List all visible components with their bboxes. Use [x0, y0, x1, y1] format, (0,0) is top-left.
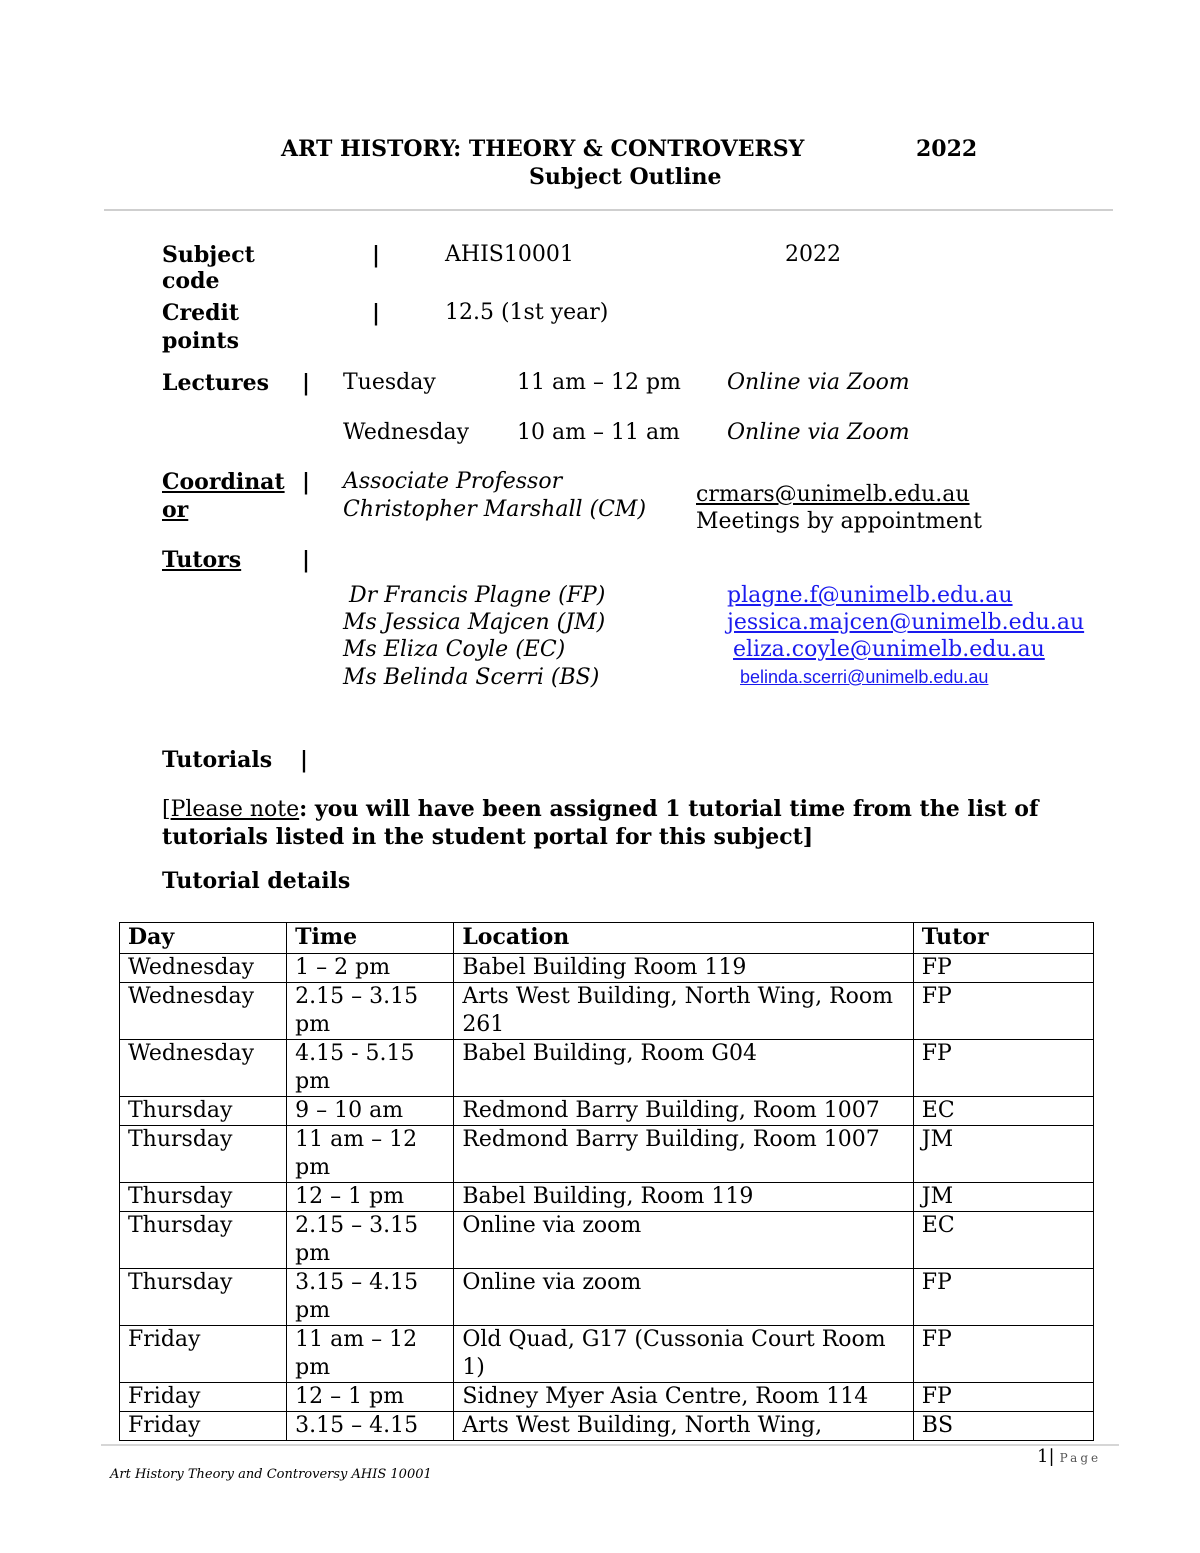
- subject-year-value: 2022: [785, 242, 841, 267]
- table-row: [120, 1126, 1094, 1183]
- please-note-text: Please note: [170, 797, 300, 822]
- cell-day: Friday: [120, 1383, 287, 1412]
- separator: |: [302, 370, 311, 396]
- tutor-email-link[interactable]: jessica.majcen@unimelb.edu.au: [727, 610, 1085, 635]
- subject-code-value: AHIS10001: [445, 242, 574, 267]
- coordinator-email-link[interactable]: crmars@unimelb.edu.au: [696, 482, 970, 507]
- tutorial-table: [119, 922, 1094, 1441]
- document-title: ART HISTORY: THEORY & CONTROVERSY: [281, 136, 805, 162]
- lectures-label: Lectures: [162, 370, 269, 396]
- table-header-row: [120, 923, 1094, 954]
- subject-code-label-cont: code: [162, 268, 220, 294]
- cell-tutor: BS: [913, 1412, 1093, 1441]
- coordinator-note: Meetings by appointment: [696, 509, 982, 534]
- table-row: [120, 1269, 1094, 1326]
- table-row: [120, 1097, 1094, 1126]
- separator: |: [372, 242, 381, 268]
- cell-day: Thursday: [120, 1212, 287, 1269]
- lecture-mode: Online via Zoom: [727, 370, 910, 395]
- cell-day: Thursday: [120, 1097, 287, 1126]
- table-row: [120, 1183, 1094, 1212]
- tutor-name: Dr Francis Plagne (FP): [349, 583, 606, 608]
- table-row: [120, 983, 1094, 1040]
- lecture-mode: Online via Zoom: [727, 420, 910, 445]
- cell-day: Friday: [120, 1412, 287, 1441]
- tutors-label: Tutors: [162, 547, 242, 573]
- cell-day: Thursday: [120, 1126, 287, 1183]
- cell-tutor: JM: [913, 1183, 1093, 1212]
- column-header-location: Location: [454, 923, 913, 954]
- cell-tutor: FP: [913, 1326, 1093, 1383]
- bracket-open: [: [162, 797, 171, 822]
- cell-tutor: JM: [913, 1126, 1093, 1183]
- cell-time: 11 am – 12 pm: [287, 1326, 454, 1383]
- cell-time: 2.15 – 3.15 pm: [287, 1212, 454, 1269]
- cell-time: 9 – 10 am: [287, 1097, 454, 1126]
- table-row: [120, 1383, 1094, 1412]
- cell-time: 12 – 1 pm: [287, 1183, 454, 1212]
- header-divider: [104, 209, 1113, 211]
- document-subtitle: Subject Outline: [529, 164, 722, 190]
- separator: |: [300, 747, 309, 773]
- cell-location: Online via zoom: [454, 1269, 913, 1326]
- column-header-day: Day: [120, 923, 287, 954]
- cell-tutor: EC: [913, 1212, 1093, 1269]
- cell-time: 12 – 1 pm: [287, 1383, 454, 1412]
- page-indicator: [1037, 1446, 1101, 1467]
- cell-location: Online via zoom: [454, 1212, 913, 1269]
- tutor-email-link[interactable]: belinda.scerri@unimelb.edu.au: [740, 667, 989, 687]
- cell-time: 3.15 – 4.15: [287, 1412, 454, 1441]
- separator: |: [372, 300, 381, 326]
- lecture-time: 11 am – 12 pm: [517, 370, 681, 395]
- tutor-name: Ms Jessica Majcen (JM): [343, 610, 606, 635]
- cell-tutor: FP: [913, 954, 1093, 983]
- note-text: : you will have been assigned 1 tutorial time from the list of: [299, 796, 1039, 822]
- cell-tutor: EC: [913, 1097, 1093, 1126]
- cell-day: Thursday: [120, 1269, 287, 1326]
- coordinator-label: Coordinat: [162, 469, 285, 495]
- tutorials-note-line-1: [162, 795, 1038, 824]
- cell-tutor: FP: [913, 1269, 1093, 1326]
- tutor-email-link[interactable]: eliza.coyle@unimelb.edu.au: [733, 637, 1045, 662]
- page-number: 1: [1037, 1446, 1049, 1467]
- cell-time: 11 am – 12 pm: [287, 1126, 454, 1183]
- cell-location: Old Quad, G17 (Cussonia Court Room 1): [454, 1326, 913, 1383]
- footer-divider: [101, 1444, 1119, 1446]
- cell-location: Arts West Building, North Wing, Room 261: [454, 983, 913, 1040]
- column-header-time: Time: [287, 923, 454, 954]
- cell-location: Babel Building Room 119: [454, 954, 913, 983]
- coordinator-label-cont: or: [162, 497, 189, 523]
- tutorials-label: Tutorials: [162, 747, 273, 773]
- table-row: [120, 1326, 1094, 1383]
- credit-points-label-cont: points: [162, 328, 239, 354]
- lecture-time: 10 am – 11 am: [517, 420, 680, 445]
- cell-time: 1 – 2 pm: [287, 954, 454, 983]
- cell-location: Redmond Barry Building, Room 1007: [454, 1126, 913, 1183]
- separator: |: [302, 469, 311, 495]
- separator: |: [302, 547, 311, 573]
- cell-location: Redmond Barry Building, Room 1007: [454, 1097, 913, 1126]
- cell-time: 2.15 – 3.15 pm: [287, 983, 454, 1040]
- coordinator-name: Christopher Marshall (CM): [343, 497, 647, 522]
- cell-day: Thursday: [120, 1183, 287, 1212]
- lecture-day: Wednesday: [343, 420, 470, 445]
- column-header-tutor: Tutor: [913, 923, 1093, 954]
- page-word: Page: [1059, 1451, 1102, 1465]
- cell-day: Wednesday: [120, 954, 287, 983]
- cell-location: Babel Building, Room 119: [454, 1183, 913, 1212]
- cell-location: Arts West Building, North Wing,: [454, 1412, 913, 1441]
- credit-points-value: 12.5 (1st year): [445, 300, 609, 325]
- footer-document-name: Art History Theory and Controversy AHIS 10001: [110, 1467, 432, 1482]
- cell-tutor: FP: [913, 1383, 1093, 1412]
- subject-code-label: Subject: [162, 242, 255, 268]
- credit-points-label: Credit: [162, 300, 239, 326]
- page-separator: |: [1048, 1446, 1055, 1467]
- cell-day: Friday: [120, 1326, 287, 1383]
- cell-time: 3.15 – 4.15 pm: [287, 1269, 454, 1326]
- lecture-day: Tuesday: [343, 370, 436, 395]
- tutor-name: Ms Eliza Coyle (EC): [343, 637, 566, 662]
- cell-tutor: FP: [913, 1040, 1093, 1097]
- table-row: [120, 1412, 1094, 1441]
- coordinator-title: Associate Professor: [343, 469, 563, 494]
- cell-tutor: FP: [913, 983, 1093, 1040]
- tutorials-note-line-2: tutorials listed in the student portal for this subject]: [162, 824, 814, 850]
- cell-day: Wednesday: [120, 983, 287, 1040]
- cell-day: Wednesday: [120, 1040, 287, 1097]
- document-year: 2022: [916, 136, 978, 162]
- cell-location: Babel Building, Room G04: [454, 1040, 913, 1097]
- table-row: [120, 954, 1094, 983]
- tutorial-details-heading: Tutorial details: [162, 868, 351, 894]
- table-row: [120, 1040, 1094, 1097]
- cell-location: Sidney Myer Asia Centre, Room 114: [454, 1383, 913, 1412]
- tutor-name: Ms Belinda Scerri (BS): [343, 665, 600, 690]
- tutor-email-link[interactable]: plagne.f@unimelb.edu.au: [727, 583, 1013, 608]
- table-row: [120, 1212, 1094, 1269]
- cell-time: 4.15 - 5.15 pm: [287, 1040, 454, 1097]
